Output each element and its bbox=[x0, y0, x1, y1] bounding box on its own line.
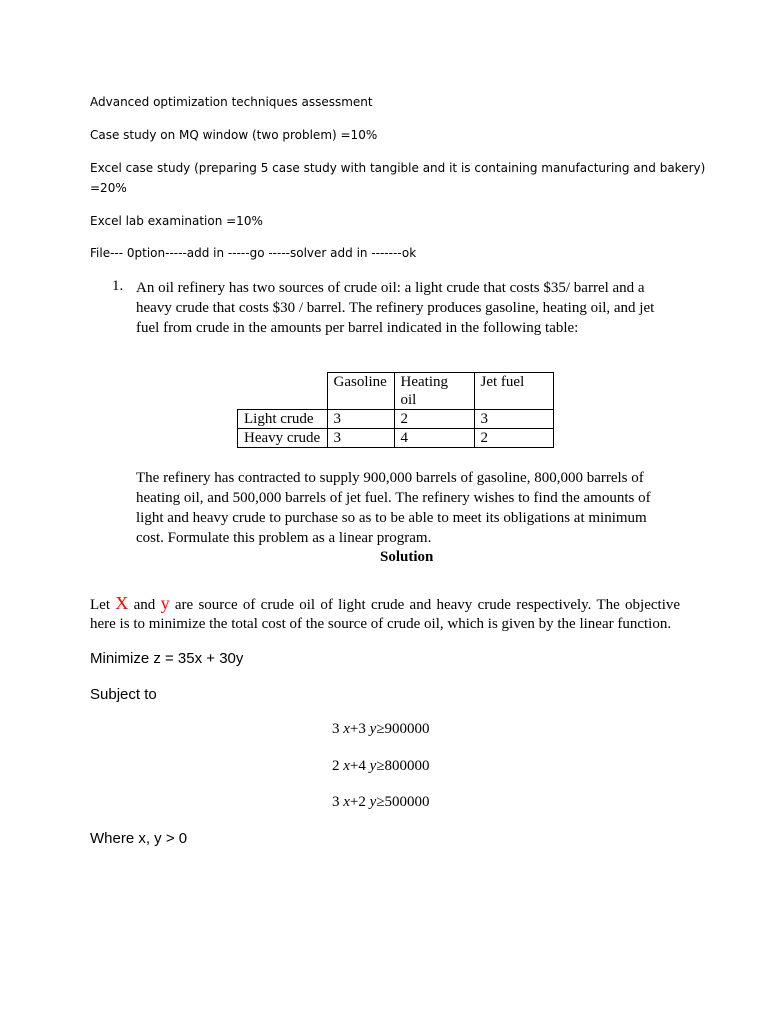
table-cell: 3 bbox=[327, 429, 394, 448]
table-row-label: Heavy crude bbox=[238, 429, 328, 448]
table-cell: 2 bbox=[474, 429, 553, 448]
assessment-line-excel-case: Excel case study (preparing 5 case study with tangible and it is containing manufacturing and bakery) bbox=[90, 161, 706, 175]
objective-function: Minimize z = 35x + 30y bbox=[90, 650, 244, 667]
problem-number: 1. bbox=[112, 278, 124, 294]
table-row bbox=[238, 410, 554, 429]
and-word: and bbox=[133, 597, 156, 613]
assessment-line-mq: Case study on MQ window (two problem) =10% bbox=[90, 128, 378, 142]
solver-instructions: File--- 0ption-----add in -----go -----solver add in -------ok bbox=[90, 246, 417, 260]
table-header-cell: Gasoline bbox=[327, 373, 394, 410]
table-corner-cell bbox=[238, 373, 328, 410]
constraint-gasoline: 3 x+3 y≥900000 bbox=[332, 721, 430, 737]
problem-statement: An oil refinery has two sources of crude oil: a light crude that costs $35/ barrel and a heavy crude that costs $30 / barrel. The refinery produces gasoline, heating oil, and jet fuel from crude in the amounts per barrel indicated in the following table: bbox=[136, 280, 655, 336]
variable-y: y bbox=[160, 593, 170, 613]
non-negativity-condition: Where x, y > 0 bbox=[90, 830, 188, 847]
solution-heading: Solution bbox=[380, 549, 434, 565]
subject-to-label: Subject to bbox=[90, 686, 157, 703]
table-row bbox=[238, 429, 554, 448]
table-header-cell: Jet fuel bbox=[474, 373, 553, 410]
variable-x: X bbox=[115, 593, 129, 613]
assessment-line-excel-case-weight: =20% bbox=[90, 181, 127, 195]
table-header-row bbox=[238, 373, 554, 410]
problem-requirements: The refinery has contracted to supply 900,000 barrels of gasoline, 800,000 barrels of heating oil, and 500,000 barrels of jet fuel. The refinery wishes to find the amounts of light and heavy crude to purchase so as to be able to meet its obligations at minimum cost. Formulate this problem as a linear program. bbox=[136, 470, 651, 546]
solution-intro bbox=[90, 594, 680, 634]
table-row-label: Light crude bbox=[238, 410, 328, 429]
constraint-jet-fuel: 3 x+2 y≥500000 bbox=[332, 794, 430, 810]
let-word: Let bbox=[90, 597, 110, 613]
table-cell: 3 bbox=[474, 410, 553, 429]
crude-yield-table bbox=[237, 372, 554, 448]
doc-title: Advanced optimization techniques assessment bbox=[90, 95, 373, 109]
assessment-line-excel-lab: Excel lab examination =10% bbox=[90, 214, 263, 228]
table-cell: 3 bbox=[327, 410, 394, 429]
table-header-cell: Heating oil bbox=[394, 373, 474, 410]
table-cell: 2 bbox=[394, 410, 474, 429]
solution-intro-rest: are source of crude oil of light crude and heavy crude respectively. The objective here is to minimize the total cost of the source of crude oil, which is given by the linear function. bbox=[90, 597, 681, 632]
constraint-heating-oil: 2 x+4 y≥800000 bbox=[332, 758, 430, 774]
table-cell: 4 bbox=[394, 429, 474, 448]
